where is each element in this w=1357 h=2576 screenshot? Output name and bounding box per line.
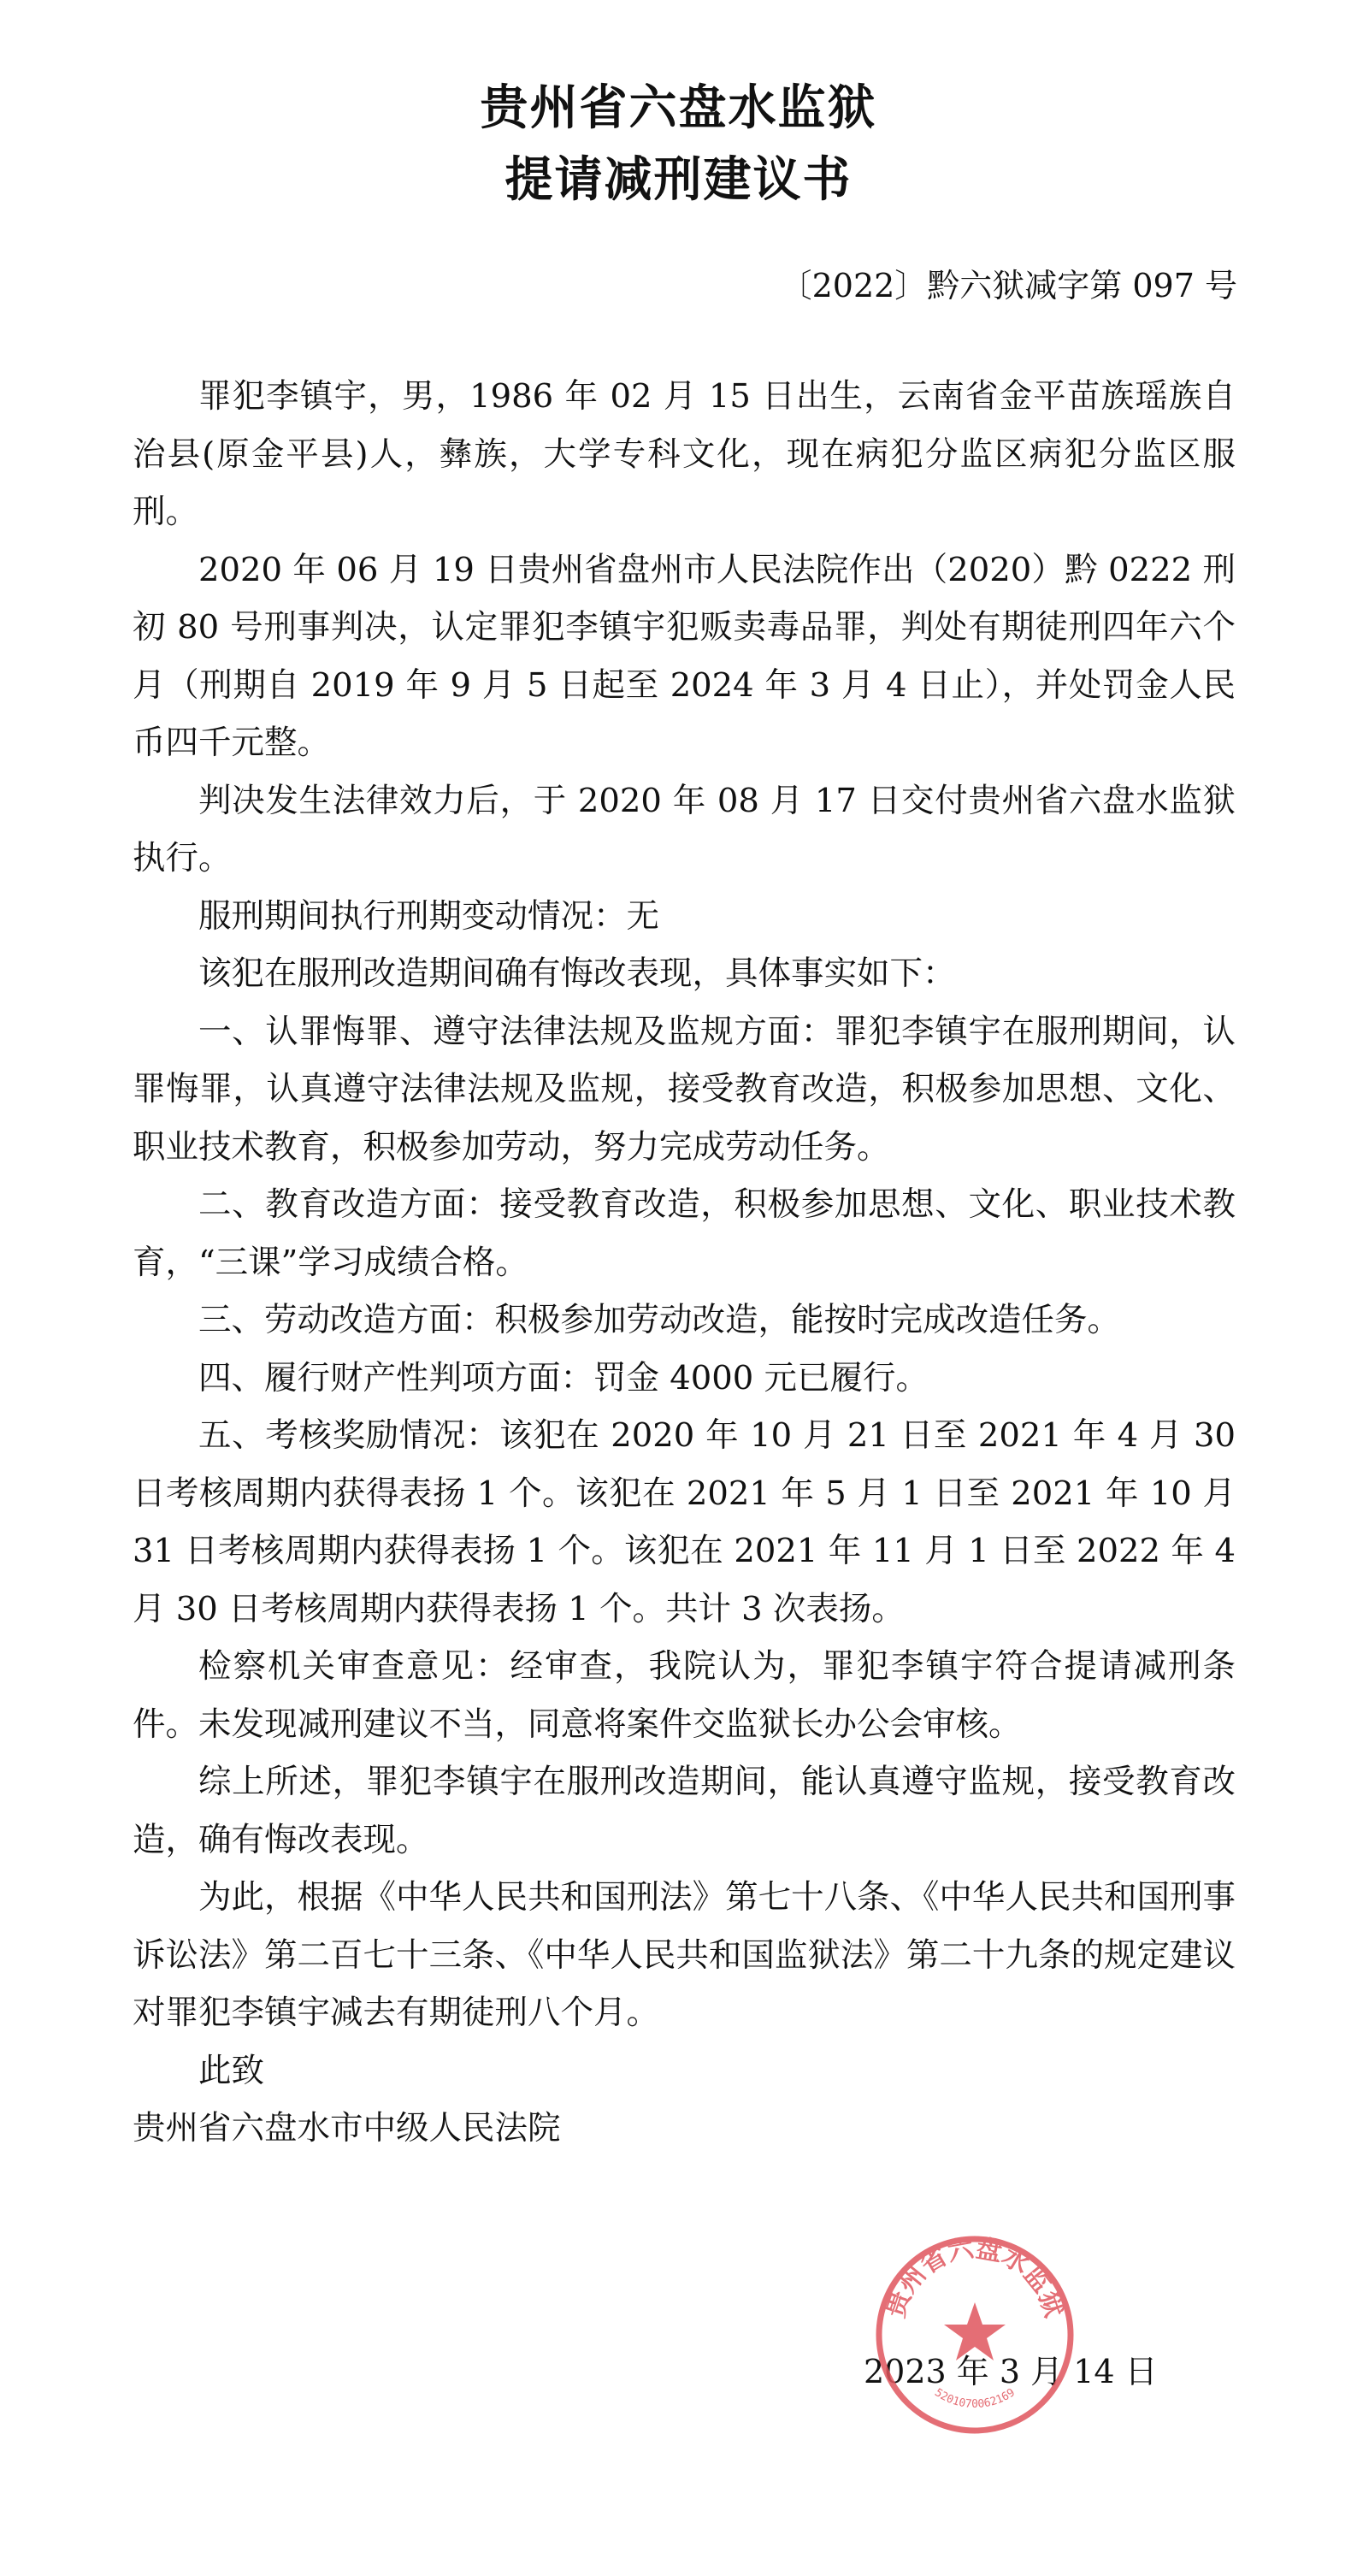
paragraph-closing: 此致: [198, 2051, 265, 2090]
seal-code: 5201070062169: [932, 2386, 1018, 2412]
document-number: 〔2022〕黔六狱减字第 097 号: [779, 267, 1237, 304]
paragraph-facts-intro: 该犯在服刑改造期间确有悔改表现，具体事实如下：: [198, 954, 956, 993]
paragraph-execution: 判决发生法律效力后，于 2020 年 08 月 17 日交付贵州省六盘水监狱执行。: [133, 781, 1236, 877]
paragraph-fact-4: 四、履行财产性判项方面：罚金 4000 元已履行。: [198, 1358, 929, 1397]
paragraph-procuratorate-opinion: 检察机关审查意见：经审查，我院认为，罪犯李镇宇符合提请减刑条件。未发现减刑建议不当，同意将案件交监狱长办公会审核。: [133, 1647, 1236, 1744]
paragraph-summary: 综上所述，罪犯李镇宇在服刑改造期间，能认真遵守监规，接受教育改造，确有悔改表现。: [133, 1763, 1236, 1859]
document-title-line2: 提请减刑建议书: [504, 152, 853, 208]
paragraph-sentence-change: 服刑期间执行刑期变动情况：无: [198, 896, 660, 936]
official-seal-icon: [872, 2232, 1077, 2437]
paragraph-fact-3: 三、劳动改造方面：积极参加劳动改造，能按时完成改造任务。: [198, 1301, 1121, 1339]
svg-text:5201070062169: [932, 2386, 1018, 2411]
document-date: 2023 年 3 月 14 日: [864, 2353, 1158, 2390]
paragraph-judgment: 2020 年 06 月 19 日贵州省盘州市人民法院作出（2020）黔 0222 刑初 80 号刑事判决，认定罪犯李镇宇犯贩卖毒品罪，判处有期徒刑四年六个月（刑期自 2019 年 9 月 5 日起至 2024 年 3 月 4 日止），并处罚金人民币四千元整。: [133, 550, 1236, 762]
paragraph-fact-2: 二、教育改造方面：接受教育改造，积极参加思想、文化、职业技术教育，“三课”学习成绩合格。: [133, 1185, 1236, 1282]
paragraph-fact-5: 五、考核奖励情况：该犯在 2020 年 10 月 21 日至 2021 年 4 月 30 日考核周期内获得表扬 1 个。该犯在 2021 年 5 月 1 日至 2021 年 10 月 31 日考核周期内获得表扬 1 个。该犯在 2021 年 11 月 1 日至 2022 年 4 月 30 日考核周期内获得表扬 1 个。共计 3 次表扬。: [133, 1416, 1236, 1628]
paragraph-criminal-info: 罪犯李镇宇，男，1986 年 02 月 15 日出生，云南省金平苗族瑶族自治县(原金平县)人，彝族，大学专科文化，现在病犯分监区病犯分监区服刑。: [133, 377, 1236, 531]
paragraph-fact-1: 一、认罪悔罪、遵守法律法规及监规方面：罪犯李镇宇在服刑期间，认罪悔罪，认真遵守法律法规及监规，接受教育改造，积极参加思想、文化、职业技术教育，积极参加劳动，努力完成劳动任务。: [133, 1012, 1236, 1167]
document-body: [133, 368, 1236, 2158]
recipient: 贵州省六盘水市中级人民法院: [133, 2109, 561, 2148]
paragraph-recommendation: 为此，根据《中华人民共和国刑法》第七十八条、《中华人民共和国刑事诉讼法》第二百七十三条、《中华人民共和国监狱法》第二十九条的规定建议对罪犯李镇宇减去有期徒刑八个月。: [133, 1878, 1236, 2032]
document-title-line1: 贵州省六盘水监狱: [480, 80, 877, 136]
seal-text: 贵州省六盘水监狱: [880, 2233, 1070, 2322]
